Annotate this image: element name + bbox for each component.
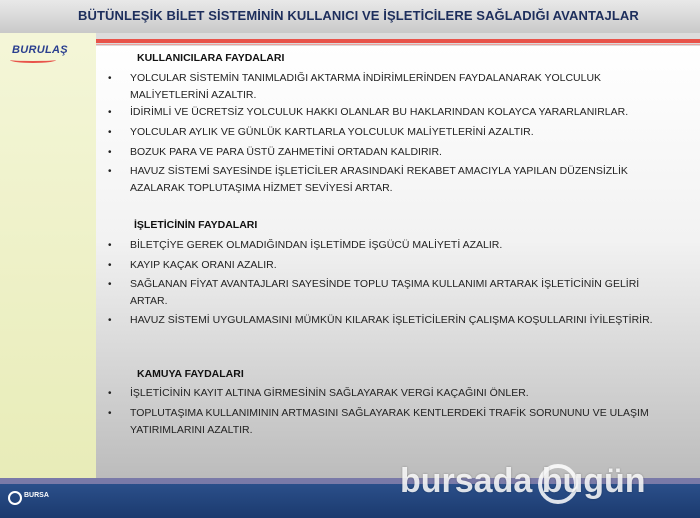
list-item	[108, 405, 678, 439]
bursa-logo-text: BURSA	[24, 492, 49, 499]
list-item	[108, 312, 678, 329]
list-item-text: YOLCULAR AYLIK VE GÜNLÜK KARTLARLA YOLCULUK MALİYETLERİNİ AZALTIR.	[130, 126, 534, 138]
list-item	[108, 104, 678, 121]
bursa-emblem-icon	[8, 491, 22, 505]
section-heading: KAMUYA FAYDALARI	[137, 368, 244, 380]
list-item	[108, 163, 678, 197]
list-item	[108, 70, 678, 104]
bullet-icon: •	[108, 107, 112, 118]
list-item	[108, 124, 678, 141]
list-item	[108, 385, 678, 402]
burulas-logo: BURULAŞ	[12, 44, 68, 56]
bullet-icon: •	[108, 240, 112, 251]
list-item-text: YOLCULAR SİSTEMİN TANIMLADIĞI AKTARMA İNDİRİMLERİNDEN FAYDALANARAK YOLCULUK MALİYETLERİNİ AZALTIR.	[130, 72, 602, 101]
list-item	[108, 144, 678, 161]
bullet-icon: •	[108, 166, 112, 177]
bullet-icon: •	[108, 260, 112, 271]
logo-swoosh-icon	[10, 57, 56, 63]
section-heading: İŞLETİCİNİN FAYDALARI	[134, 219, 258, 231]
bullet-icon: •	[108, 73, 112, 84]
bullet-icon: •	[108, 388, 112, 399]
list-item-text: KAYIP KAÇAK ORANI AZALIR.	[130, 259, 277, 271]
list-item-text: İŞLETİCİNİN KAYIT ALTINA GİRMESİNİN SAĞLAYARAK VERGİ KAÇAĞINI ÖNLER.	[130, 387, 529, 399]
title-underline	[96, 39, 700, 43]
list-item	[108, 276, 678, 310]
bullet-icon: •	[108, 408, 112, 419]
bullet-icon: •	[108, 147, 112, 158]
list-item-text: İDİRİMLİ VE ÜCRETSİZ YOLCULUK HAKKI OLANLAR BU HAKLARINDAN KOLAYCA YARARLANIRLAR.	[130, 106, 629, 118]
list-item	[108, 257, 678, 274]
bullet-icon: •	[108, 315, 112, 326]
list-item-text: BİLETÇİYE GEREK OLMADIĞINDAN İŞLETİMDE İŞGÜCÜ MALİYETİ AZALIR.	[130, 239, 503, 251]
list-item-text: BOZUK PARA VE PARA ÜSTÜ ZAHMETİNİ ORTADAN KALDIRIR.	[130, 146, 442, 158]
list-item	[108, 237, 678, 254]
bullet-icon: •	[108, 279, 112, 290]
watermark: bursada bugün	[400, 462, 646, 500]
list-item-text: HAVUZ SİSTEMİ SAYESİNDE İŞLETİCİLER ARASINDAKİ REKABET AMACIYLA YAPILAN DÜZENSİZLİK AZALARAK TOPLUTAŞIMA HİZMET SEVİYESİ ARTAR.	[130, 165, 628, 194]
title-underline-thin	[96, 44, 700, 45]
page-title: BÜTÜNLEŞİK BİLET SİSTEMİNİN KULLANICI VE İŞLETİCİLERE SAĞLADIĞI AVANTAJLAR	[78, 8, 639, 23]
list-item-text: HAVUZ SİSTEMİ UYGULAMASINI MÜMKÜN KILARAK İŞLETİCİLERİN ÇALIŞMA KOŞULLARINI İYİLEŞTİRİR.	[130, 314, 653, 326]
list-item-text: TOPLUTAŞIMA KULLANIMININ ARTMASINI SAĞLAYARAK KENTLERDEKİ TRAFİK SORUNUNU VE ULAŞIM YATIRIMLARINI AZALTIR.	[130, 407, 649, 436]
section-heading: KULLANICILARA FAYDALARI	[137, 52, 285, 64]
left-sidebar	[0, 33, 96, 478]
list-item-text: SAĞLANAN FİYAT AVANTAJLARI SAYESİNDE TOPLU TAŞIMA KULLANIMI ARTARAK İŞLETİCİNİN GELİRİ ARTAR.	[130, 278, 640, 307]
bullet-icon: •	[108, 127, 112, 138]
